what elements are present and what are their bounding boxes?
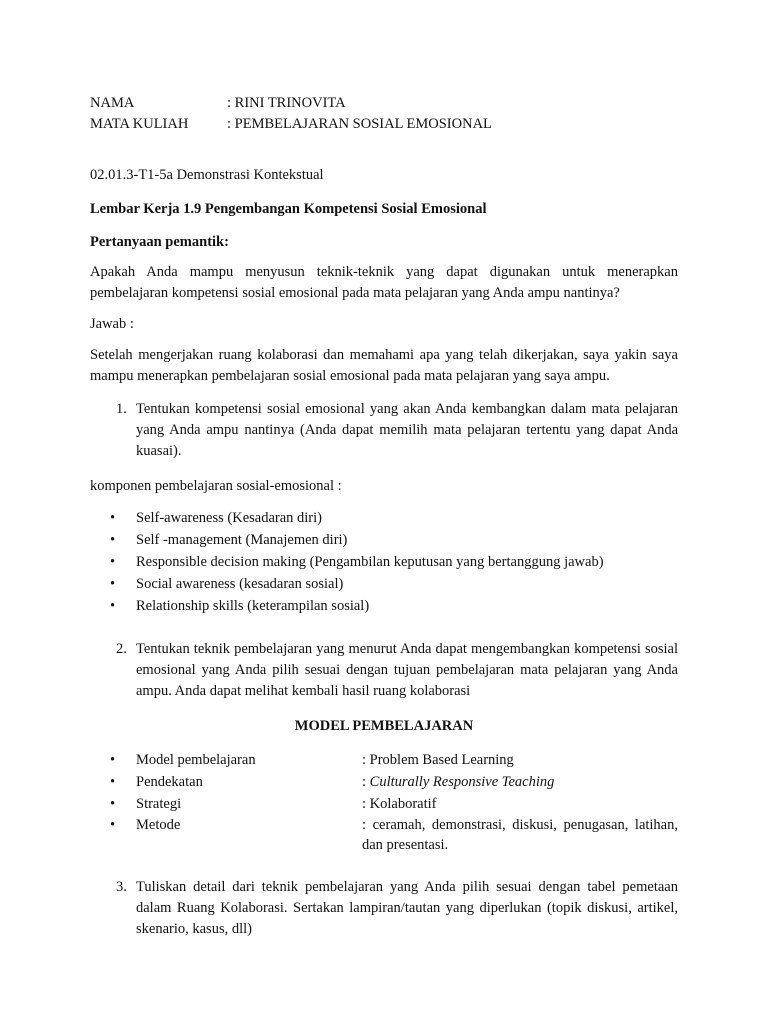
item-1-text: Tentukan kompetensi sosial emosional yang akan Anda kembangkan dalam mata pelajaran yang Anda ampu nantinya (Anda dapat memilih mata pelajaran tertentu yang dapat Anda kuasai). — [136, 401, 678, 459]
list-item: • Pendekatan : Culturally Responsive Teaching — [90, 771, 678, 793]
item-3 — [90, 877, 678, 940]
bullet-icon: • — [110, 817, 116, 833]
name-row — [90, 93, 678, 114]
list-item: • Self-awareness (Kesadaran diri) — [90, 507, 678, 529]
bullet-icon: • — [110, 752, 116, 768]
item-1 — [90, 399, 678, 462]
course-value: : PEMBELAJARAN SOSIAL EMOSIONAL — [227, 116, 492, 132]
bullet-icon: • — [110, 796, 116, 812]
item-1-number: 1. — [116, 401, 127, 417]
list-item: • Responsible decision making (Pengambilan keputusan yang bertanggung jawab) — [90, 551, 678, 573]
model-list — [90, 749, 678, 855]
answer-text: Setelah mengerjakan ruang kolaborasi dan memahami apa yang telah dikerjakan, saya yakin saya mampu menerapkan pembelajaran sosial emosional pada mata pelajaran yang saya ampu. — [90, 347, 678, 384]
list-item: • Relationship skills (keterampilan sosial) — [90, 595, 678, 617]
trigger-question: Apakah Anda mampu menyusun teknik-teknik yang dapat digunakan untuk menerapkan pembelajaran kompetensi sosial emosional pada mata pelajaran yang Anda ampu nantinya? — [90, 264, 678, 301]
name-label: NAMA — [90, 95, 135, 111]
item-2-text: Tentukan teknik pembelajaran yang menurut Anda dapat mengembangkan kompetensi sosial emosional yang Anda pilih sesuai dengan tujuan pembelajaran mata pelajaran yang Anda ampu. Anda dapat melihat kembali hasil ruang kolaborasi — [136, 641, 678, 699]
item-2-number: 2. — [116, 641, 127, 657]
list-item: • Social awareness (kesadaran sosial) — [90, 573, 678, 595]
bullet-icon: • — [110, 598, 116, 614]
bullet-icon: • — [110, 510, 116, 526]
course-row — [90, 114, 678, 135]
components-label: komponen pembelajaran sosial-emosional : — [90, 478, 342, 494]
model-heading: MODEL PEMBELAJARAN — [294, 718, 474, 734]
worksheet-title: Lembar Kerja 1.9 Pengembangan Kompetensi Sosial Emosional — [90, 201, 487, 217]
item-3-number: 3. — [116, 879, 127, 895]
bullet-icon: • — [110, 554, 116, 570]
list-item: • Strategi : Kolaboratif — [90, 793, 678, 815]
document-page — [90, 93, 678, 940]
course-label: MATA KULIAH — [90, 116, 189, 132]
list-item: • Model pembelajaran : Problem Based Learning — [90, 749, 678, 771]
trigger-heading: Pertanyaan pemantik: — [90, 234, 229, 250]
item-3-text: Tuliskan detail dari teknik pembelajaran yang Anda pilih sesuai dengan tabel pemetaan dalam Ruang Kolaborasi. Sertakan lampiran/tautan yang diperlukan (topik diskusi, artikel, skenario, kasus, dll) — [136, 879, 678, 937]
bullet-icon: • — [110, 576, 116, 592]
code-line: 02.01.3-T1-5a Demonstrasi Kontekstual — [90, 167, 324, 183]
list-item: • Self -management (Manajemen diri) — [90, 529, 678, 551]
name-value: : RINI TRINOVITA — [227, 95, 346, 111]
list-item: • Metode : ceramah, demonstrasi, diskusi, penugasan, latihan, dan presentasi. — [90, 815, 678, 855]
item-2 — [90, 639, 678, 702]
answer-label: Jawab : — [90, 316, 134, 332]
bullet-icon: • — [110, 774, 116, 790]
bullet-icon: • — [110, 532, 116, 548]
components-list — [90, 507, 678, 617]
